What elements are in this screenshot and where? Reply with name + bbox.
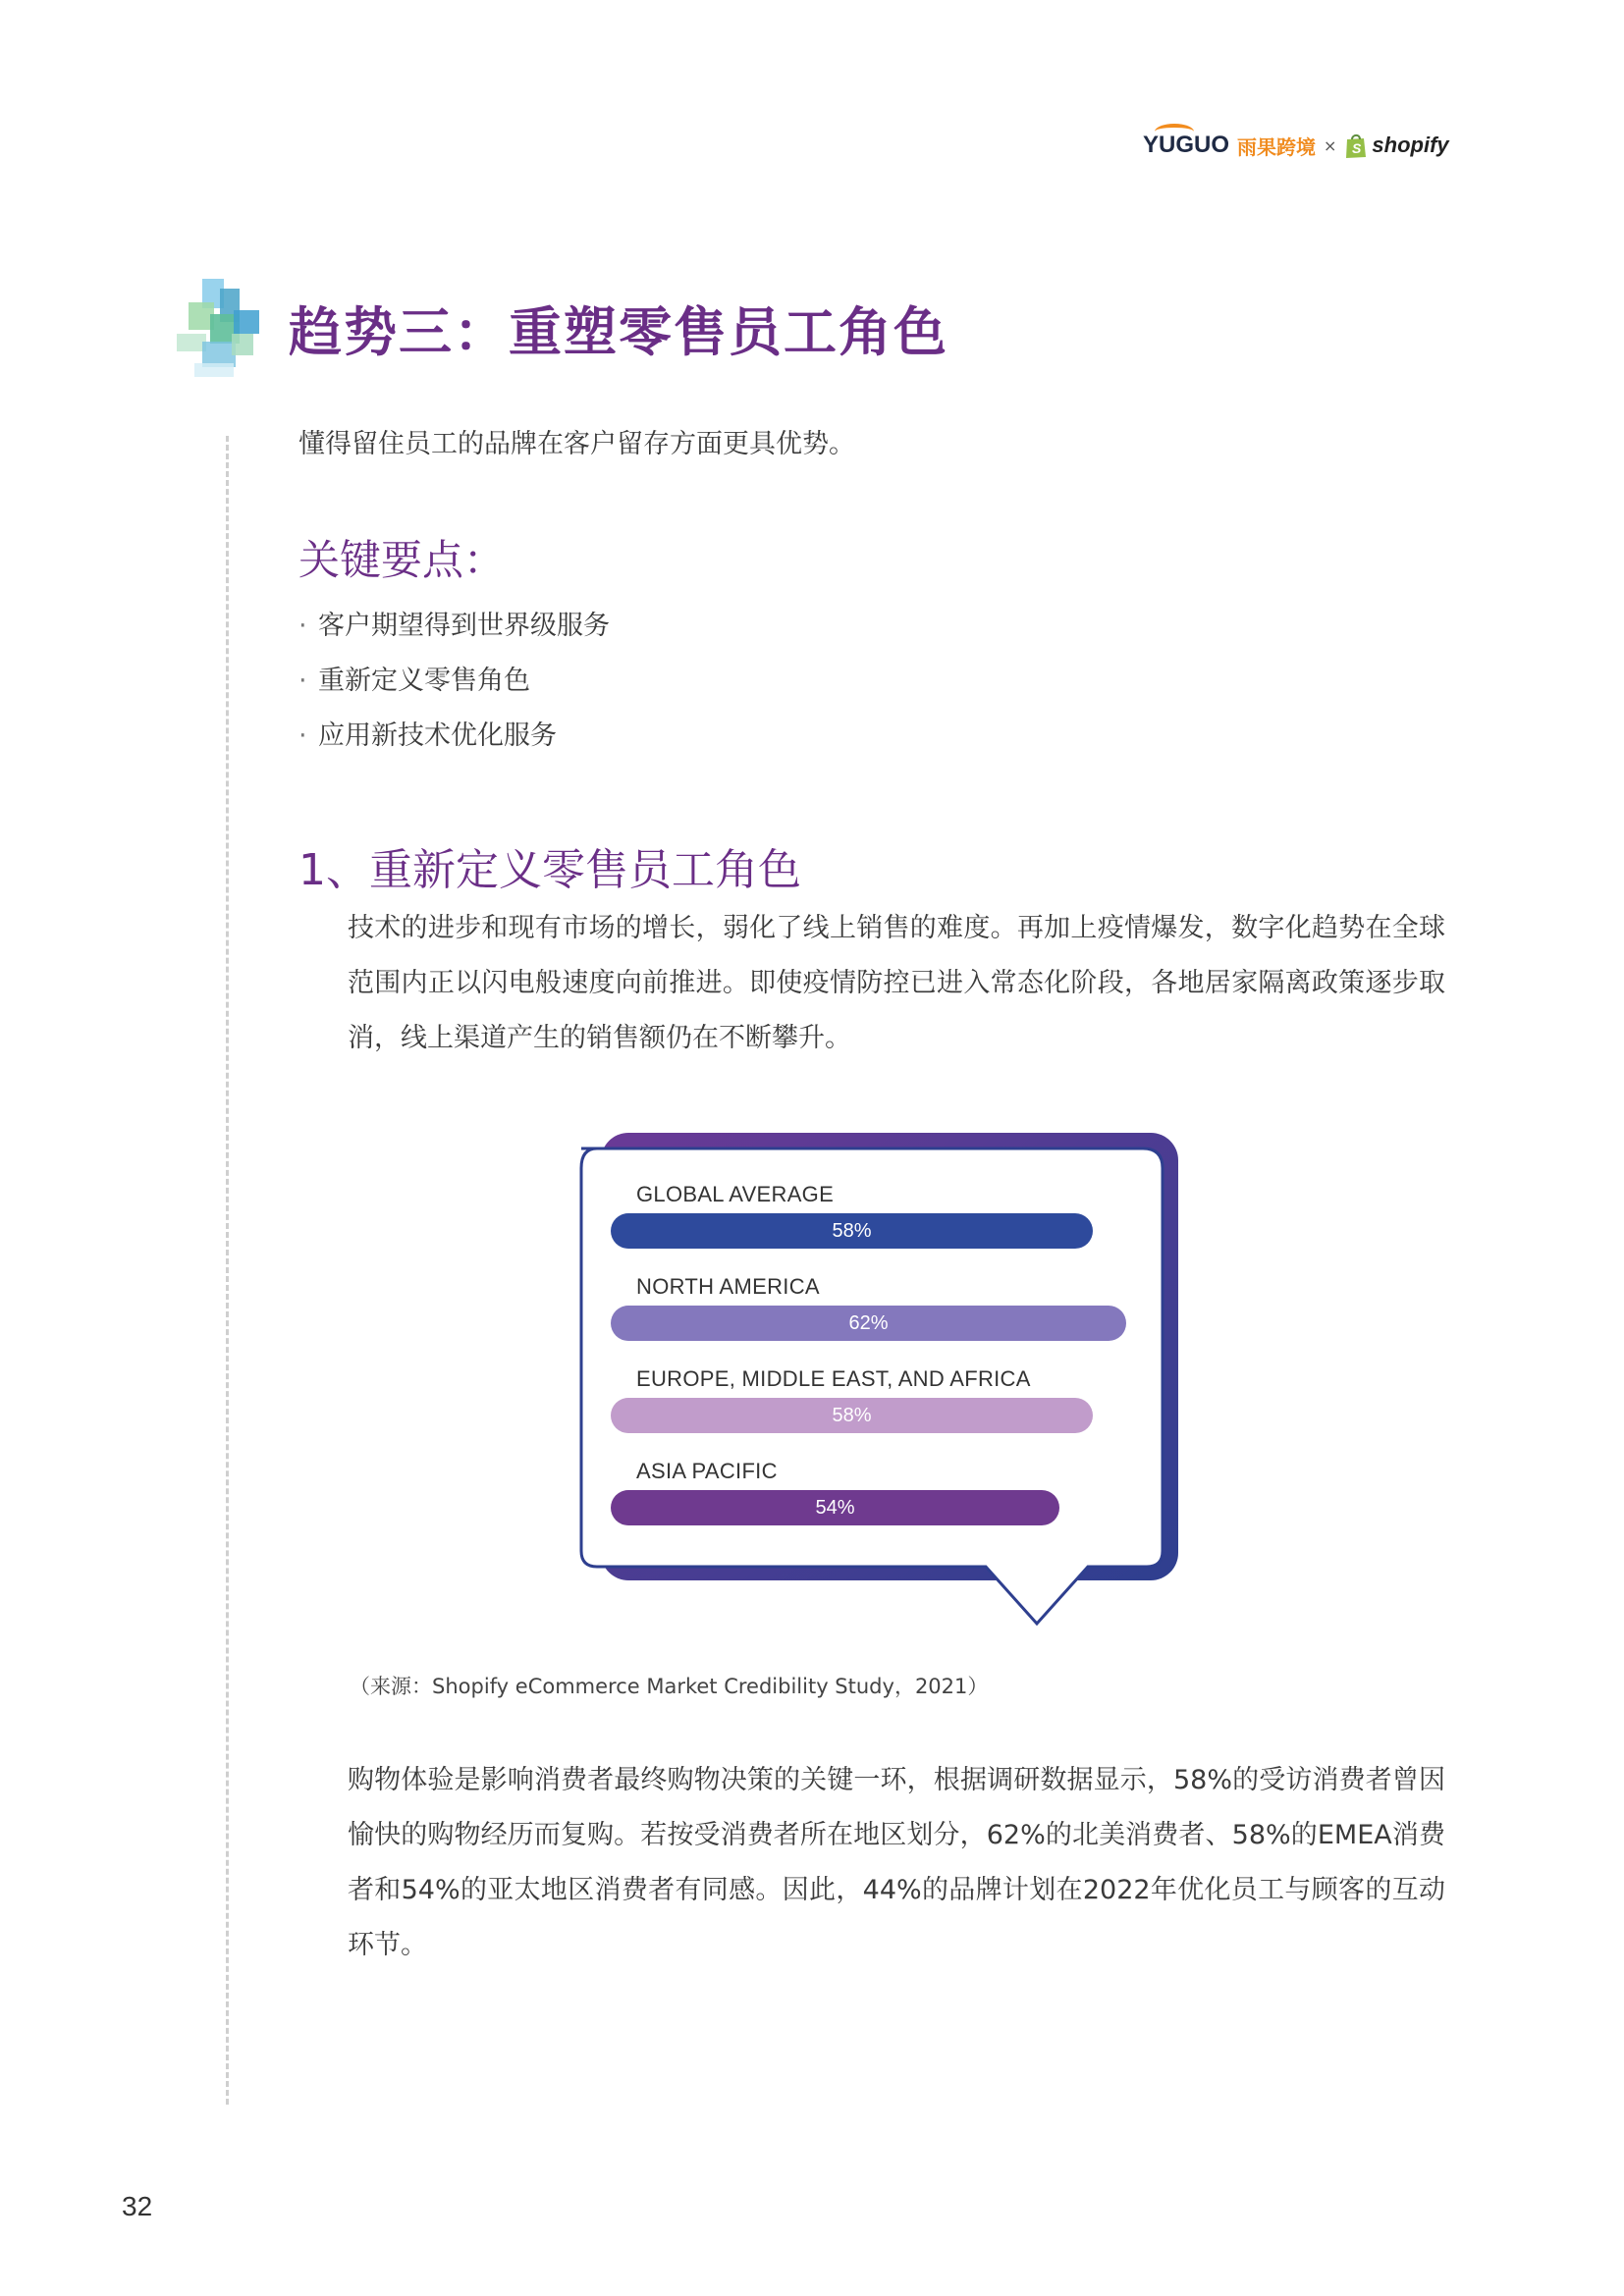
dashed-margin-rule [226,436,229,2105]
intro-text: 懂得留住员工的品牌在客户留存方面更具优势。 [298,429,855,459]
bar-value-global-average: 58% [832,1219,872,1242]
bar-asia-pacific [611,1490,1059,1525]
yuguo-arc-icon [1155,124,1194,139]
page-title: 趋势三：重塑零售员工角色 [289,301,948,363]
section-paragraph: 技术的进步和现有市场的增长，弱化了线上销售的难度。再加上疫情爆发，数字化趋势在全球范围内正以闪电般速度向前推进。即使疫情防控已进入常态化阶段，各地居家隔离政策逐步取消，线上渠道产生的销售额仍在不断攀升。 [348,913,1445,1053]
shopify-logo: S shopify [1344,132,1448,159]
key-point-item: · 应用新技术优化服务 [298,721,557,751]
bar-chart [556,1129,1184,1649]
bar-label-emea: EUROPE, MIDDLE EAST, AND AFRICA [636,1366,1031,1391]
bar-label-global-average: GLOBAL AVERAGE [636,1182,835,1206]
page-number: 32 [122,2191,153,2221]
section-title: 1、重新定义零售员工角色 [298,845,801,895]
shopify-bag-icon [1344,132,1368,159]
key-points-list [298,599,610,764]
bar-label-north-america: NORTH AMERICA [636,1274,820,1299]
key-points-title: 关键要点： [298,536,506,584]
logo-separator: × [1324,135,1337,155]
bar-value-asia-pacific: 54% [815,1496,855,1519]
svg-text:S: S [1352,140,1362,156]
bar-north-america [611,1306,1126,1341]
chart-source: （来源：Shopify eCommerce Market Credibility Study，2021） [350,1675,989,1698]
bar-global-average [611,1213,1093,1249]
bar-label-asia-pacific: ASIA PACIFIC [636,1459,778,1483]
yuguo-chinese-name: 雨果跨境 [1237,134,1317,159]
bar-value-north-america: 62% [848,1311,889,1334]
bar-emea [611,1398,1093,1433]
key-point-item: · 重新定义零售角色 [298,666,530,696]
yuguo-logo: YUGUO [1143,132,1229,159]
body-paragraph: 购物体验是影响消费者最终购物决策的关键一环，根据调研数据显示，58%的受访消费者曾因愉快的购物经历而复购。若按受消费者所在地区划分，62%的北美消费者、58%的EMEA消费者和54%的亚太地区消费者有同感。因此，44%的品牌计划在2022年优化员工与顾客的互动环节。 [348,1765,1445,1960]
bar-value-emea: 58% [832,1404,872,1426]
cubes-decoration-icon [175,275,273,383]
partner-logos [1143,126,1449,165]
key-point-item: · 客户期望得到世界级服务 [298,611,610,641]
